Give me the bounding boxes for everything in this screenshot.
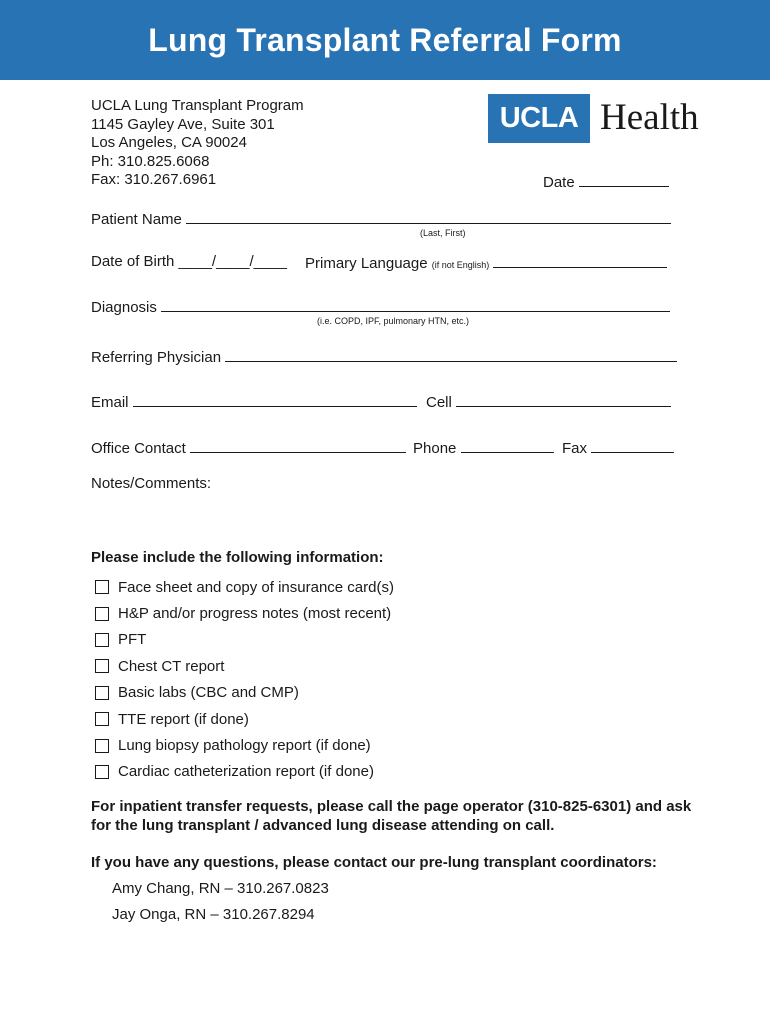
office-contact-blank[interactable] — [190, 438, 406, 453]
diagnosis-blank[interactable] — [161, 297, 670, 312]
checklist-item — [95, 653, 394, 679]
checkbox[interactable] — [95, 712, 109, 726]
checkbox[interactable] — [95, 580, 109, 594]
date-label: Date — [543, 174, 575, 191]
checklist-item-label: Basic labs (CBC and CMP) — [118, 684, 299, 702]
form-header — [0, 0, 770, 80]
checkbox[interactable] — [95, 659, 109, 673]
office-contact-field — [91, 438, 406, 457]
checklist-item-label: H&P and/or progress notes (most recent) — [118, 605, 392, 623]
checklist-item-label: PFT — [118, 631, 147, 649]
office-contact-label: Office Contact — [91, 440, 186, 457]
checkbox[interactable] — [95, 633, 109, 647]
diagnosis-label: Diagnosis — [91, 299, 157, 316]
fax-line: Fax: 310.267.6961 — [91, 171, 217, 188]
email-label: Email — [91, 394, 129, 411]
checkbox[interactable] — [95, 607, 109, 621]
diagnosis-hint: (i.e. COPD, IPF, pulmonary HTN, etc.) — [317, 316, 470, 326]
phone-line: Ph: 310.825.6068 — [91, 152, 210, 170]
cell-label: Cell — [426, 394, 452, 411]
dob-field — [91, 253, 287, 270]
coordinator-contact: Amy Chang, RN – 310.267.0823 — [112, 880, 329, 897]
inpatient-transfer-note: For inpatient transfer requests, please call the page operator (310-825-6301) and ask for the lung transplant / advanced lung disease attending on call. — [91, 798, 692, 834]
checklist-item — [95, 600, 394, 626]
patient-name-field — [91, 209, 671, 228]
patient-name-hint: (Last, First) — [420, 228, 466, 238]
questions-note: If you have any questions, please contact our pre-lung transplant coordinators: — [91, 854, 657, 871]
patient-name-blank[interactable] — [186, 209, 671, 224]
referring-physician-label: Referring Physician — [91, 349, 222, 366]
diagnosis-field — [91, 297, 670, 316]
checklist-item-label: TTE report (if done) — [118, 710, 249, 728]
dob-blank[interactable]: ____/____/____ — [178, 253, 287, 270]
primary-language-hint: (if not English) — [431, 260, 490, 270]
dob-label: Date of Birth — [91, 253, 175, 270]
checklist-item-label: Face sheet and copy of insurance card(s) — [118, 578, 394, 596]
phone-label: Phone — [413, 440, 457, 457]
date-blank[interactable] — [579, 172, 669, 187]
address-line: 1145 Gayley Ave, Suite 301 — [91, 115, 275, 133]
primary-language-blank[interactable] — [493, 253, 667, 268]
ucla-health-logo — [488, 94, 718, 144]
fax-label: Fax — [562, 440, 588, 457]
fax-field — [562, 438, 674, 457]
referring-physician-field — [91, 347, 677, 366]
logo-ucla-box: UCLA — [488, 94, 590, 143]
primary-language-label: Primary Language — [305, 255, 428, 272]
phone-field — [413, 438, 554, 457]
cell-field — [426, 392, 671, 411]
phone-blank[interactable] — [461, 438, 554, 453]
checklist-item — [95, 680, 394, 706]
email-blank[interactable] — [133, 392, 417, 407]
checklist-item-label: Cardiac catheterization report (if done) — [118, 763, 374, 781]
primary-language-field — [305, 253, 667, 272]
patient-name-label: Patient Name — [91, 211, 182, 228]
checklist-item-label: Lung biopsy pathology report (if done) — [118, 737, 371, 755]
checklist-heading: Please include the following information: — [91, 549, 384, 566]
checklist-item — [95, 706, 394, 732]
checklist-item-label: Chest CT report — [118, 657, 225, 675]
email-field — [91, 392, 417, 411]
checklist-item — [95, 759, 394, 785]
form-title: Lung Transplant Referral Form — [148, 22, 622, 58]
cell-blank[interactable] — [456, 392, 671, 407]
checklist-item — [95, 574, 394, 600]
logo-health-word: Health — [600, 97, 699, 138]
fax-blank[interactable] — [591, 438, 674, 453]
notes-label: Notes/Comments: — [91, 475, 212, 492]
checkbox[interactable] — [95, 686, 109, 700]
required-documents-checklist — [95, 574, 394, 785]
checklist-item — [95, 627, 394, 653]
address-line: UCLA Lung Transplant Program — [91, 97, 304, 114]
checklist-item — [95, 732, 394, 758]
coordinator-contact: Jay Onga, RN – 310.267.8294 — [112, 906, 315, 923]
address-line: Los Angeles, CA 90024 — [91, 134, 247, 151]
date-field — [543, 172, 669, 191]
checkbox[interactable] — [95, 739, 109, 753]
checkbox[interactable] — [95, 765, 109, 779]
program-address — [91, 97, 304, 190]
referring-physician-blank[interactable] — [225, 347, 677, 362]
